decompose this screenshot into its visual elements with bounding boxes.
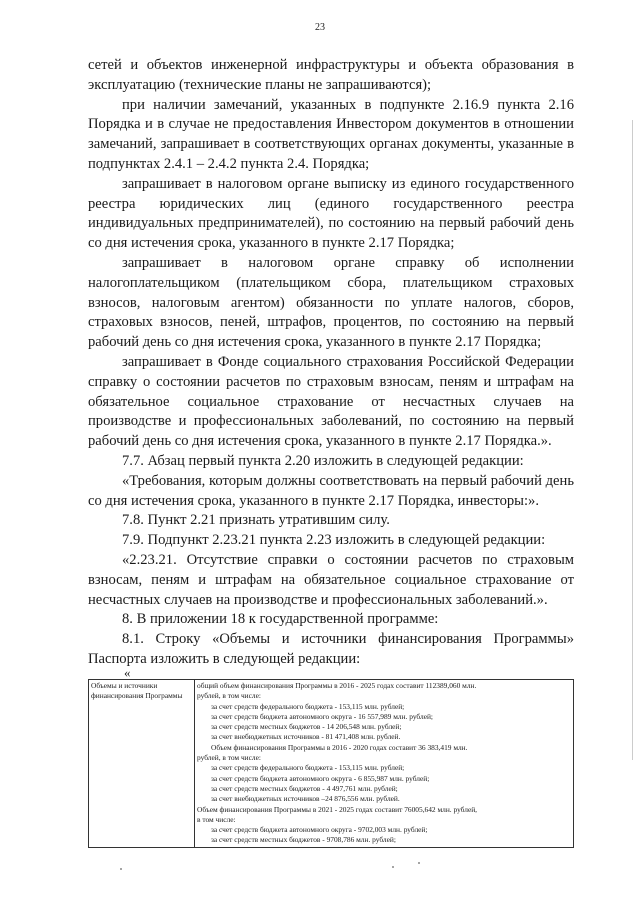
table-line: общий объем финансирования Программы в 2016 - 2025 годах составит 112389,060 млн. bbox=[197, 681, 477, 690]
table-line: в том числе: bbox=[197, 814, 236, 824]
paragraph: 7.8. Пункт 2.21 признать утратившим силу. bbox=[122, 512, 390, 529]
table-value-cell bbox=[195, 680, 574, 848]
table-line: за счет средств бюджета автономного округа - 9702,003 млн. рублей; bbox=[211, 825, 428, 835]
page-number: 23 bbox=[315, 22, 325, 33]
paragraph: запрашивает в налоговом органе выписку из единого государственного реестра юридических лиц (единого государственного реестра индивидуальных предпринимателей), по состоянию на первый рабочий день со дня истечения срока, указанного в пункте 2.17 Порядка; bbox=[88, 175, 574, 252]
paragraph: 8.1. Строку «Объемы и источники финансирования Программы» Паспорта изложить в следующей редакции: bbox=[88, 631, 574, 667]
table-line: за счет средств местных бюджетов - 14 206,548 млн. рублей; bbox=[211, 722, 402, 732]
table-line: рублей, в том числе: bbox=[197, 753, 261, 763]
paragraph: 7.7. Абзац первый пункта 2.20 изложить в следующей редакции: bbox=[122, 452, 524, 469]
table-line: за счет средств местных бюджетов - 4 497,761 млн. рублей; bbox=[211, 783, 398, 793]
paragraph: запрашивает в налоговом органе справку об исполнении налогоплательщиком (плательщиком сбора, плательщиком страховых взносов, налоговым агентом) обязанности по уплате налогов, сборов, страховых взносов, пеней, штрафов, процентов, по состоянию на первый рабочий день со дня истечения срока, указанного в пункте 2.17 Порядка; bbox=[88, 254, 574, 351]
scan-edge-line bbox=[632, 120, 633, 760]
table-line: Объем финансирования Программы в 2016 - 2020 годах составит 36 383,419 млн. bbox=[211, 742, 468, 752]
table-line: за счет средств федерального бюджета - 153,115 млн. рублей; bbox=[211, 763, 405, 773]
paragraph: 8. В приложении 18 к государственной программе: bbox=[122, 611, 439, 628]
paragraph: при наличии замечаний, указанных в подпункте 2.16.9 пункта 2.16 Порядка и в случае не предоставления Инвестором документов в отношении замечаний, запрашивает в соответствующих органах документы, указанные в подпунктах 2.4.1 – 2.4.2 пункта 2.4. Порядка; bbox=[88, 96, 574, 172]
paragraph: сетей и объектов инженерной инфраструктуры и объекта образования в эксплуатацию (технические планы не запрашиваются); bbox=[88, 57, 574, 93]
scan-speck bbox=[120, 868, 122, 870]
paragraph: «Требования, которым должны соответствовать на первый рабочий день со дня истечения срока, указанного в пункте 2.17 Порядка, инвесторы:». bbox=[88, 472, 574, 509]
scan-speck bbox=[392, 866, 394, 868]
scan-speck bbox=[418, 862, 420, 864]
table-line: за счет средств федерального бюджета - 153,115 млн. рублей; bbox=[211, 701, 405, 711]
table-line: за счет внебюджетных источников –24 876,556 млн. рублей. bbox=[211, 794, 400, 804]
table-line: за счет внебюджетных источников - 81 471,408 млн. рублей. bbox=[211, 732, 401, 742]
document-body bbox=[88, 56, 574, 670]
table-label-cell: Объемы и источники финансирования Программы bbox=[89, 680, 195, 848]
financing-table bbox=[88, 679, 574, 848]
table-line: за счет средств местных бюджетов - 9708,786 млн. рублей; bbox=[211, 835, 396, 845]
table-line: рублей, в том числе: bbox=[197, 691, 261, 701]
paragraph: «2.23.21. Отсутствие справки о состоянии расчетов по страховым взносам, пеням и штрафам на обязательное социальное страхование от несчастных случаев на производстве и профессиональных заболеваний.». bbox=[88, 551, 574, 608]
paragraph: запрашивает в Фонде социального страхования Российской Федерации справку о состоянии расчетов по страховым взносам, пеням и штрафам на обязательное социальное страхование от несчастных случаев на производстве и профессиональных заболеваний, по состоянию на первый рабочий день со дня истечения срока, указанного в пункте 2.17 Порядка.». bbox=[88, 353, 574, 450]
table-line: за счет средств бюджета автономного округа - 16 557,989 млн. рублей; bbox=[211, 711, 433, 721]
table-line: Объем финансирования Программы в 2021 - 2025 годах составит 76005,642 млн. рублей, bbox=[197, 804, 478, 814]
opening-quote-mark: « bbox=[124, 665, 131, 680]
paragraph: 7.9. Подпункт 2.23.21 пункта 2.23 изложить в следующей редакции: bbox=[122, 532, 546, 549]
table-line: за счет средств бюджета автономного округа - 6 855,987 млн. рублей; bbox=[211, 773, 430, 783]
table-row bbox=[89, 680, 574, 848]
